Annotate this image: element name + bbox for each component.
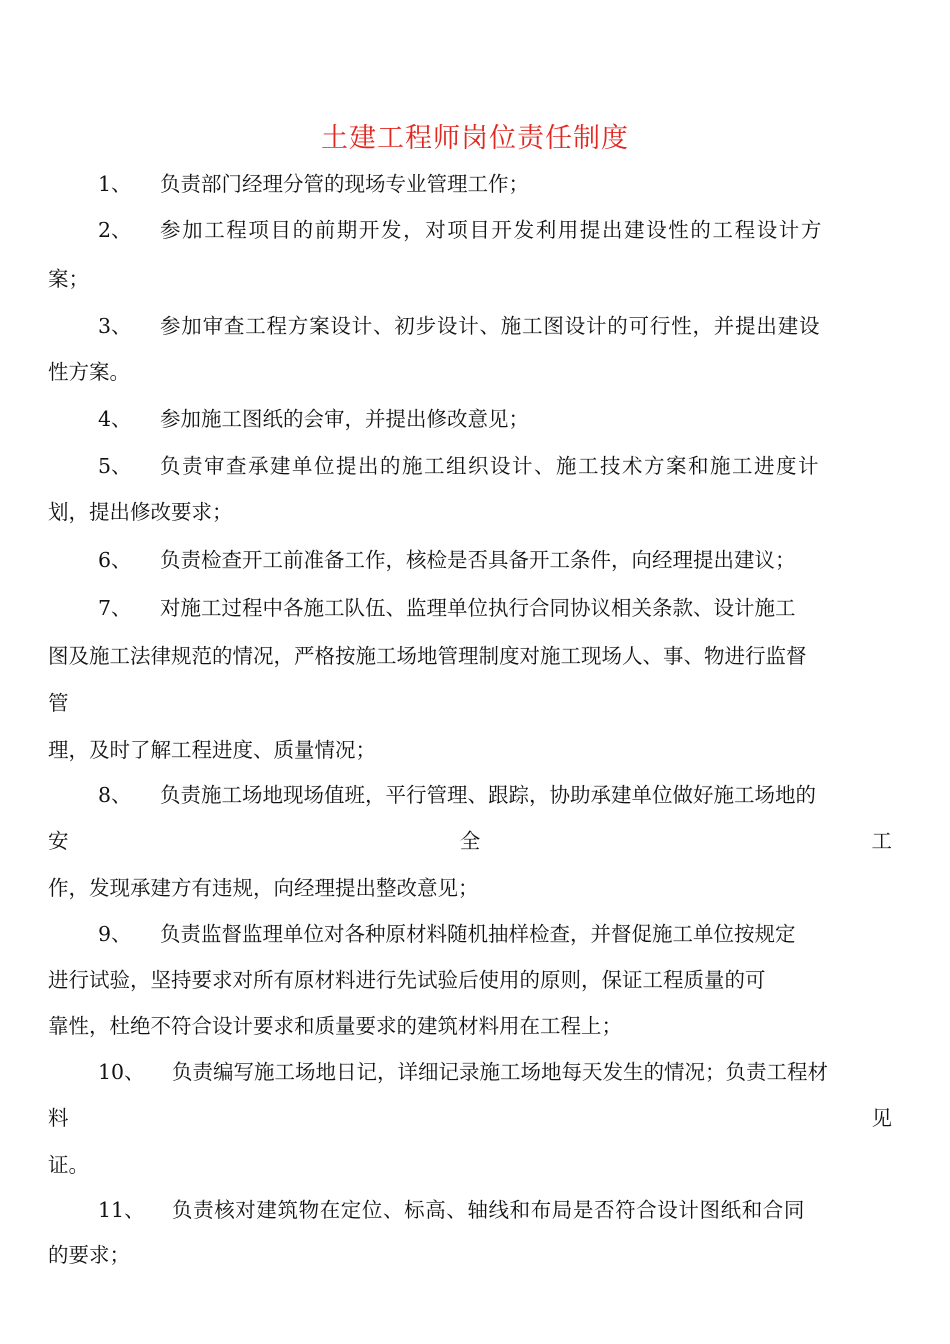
item-number: 6、: [98, 548, 132, 572]
list-item-2: [98, 215, 892, 245]
item-text: 负责监督监理单位对各种原材料随机抽样检查，并督促施工单位按规定: [160, 922, 796, 946]
list-item-4: [98, 404, 892, 434]
item-continuation-justified: [48, 826, 892, 856]
item-continuation-justified: [48, 1103, 892, 1133]
item-number: 7、: [98, 596, 132, 620]
item-number: 10、: [98, 1060, 145, 1084]
item-text: 参加审查工程方案设计、初步设计、施工图设计的可行性，并提出建设: [160, 314, 821, 338]
list-item-3: [98, 311, 892, 341]
item-text: 参加施工图纸的会审，并提出修改意见；: [160, 407, 529, 431]
item-continuation: 理，及时了解工程进度、质量情况；: [48, 738, 376, 762]
item-continuation: 图及施工法律规范的情况，严格按施工场地管理制度对施工现场人、事、物进行监督: [48, 644, 807, 668]
item-number: 5、: [98, 454, 132, 478]
item-number: 4、: [98, 407, 132, 431]
item-continuation: 的要求；: [48, 1243, 130, 1267]
item-text: 负责核对建筑物在定位、标高、轴线和布局是否符合设计图纸和合同: [172, 1198, 805, 1222]
item-continuation: 证。: [48, 1153, 89, 1177]
list-item-11: [98, 1195, 892, 1225]
item-text: 负责检查开工前准备工作，核检是否具备开工条件，向经理提出建议；: [160, 548, 796, 572]
item-number: 1、: [98, 172, 132, 196]
justified-char: 工: [871, 829, 892, 853]
list-item-8: [98, 780, 892, 810]
justified-char: 见: [871, 1106, 892, 1130]
item-number: 11、: [98, 1198, 145, 1222]
list-item-7: [98, 593, 892, 623]
item-continuation: 进行试验，坚持要求对所有原材料进行先试验后使用的原则，保证工程质量的可: [48, 968, 766, 992]
item-text: 负责审查承建单位提出的施工组织设计、施工技术方案和施工进度计: [160, 454, 820, 478]
list-item-9: [98, 919, 892, 949]
justified-char: 料: [48, 1106, 69, 1130]
item-text: 对施工过程中各施工队伍、监理单位执行合同协议相关条款、设计施工: [160, 596, 796, 620]
list-item-5: [98, 451, 892, 481]
item-text: 参加工程项目的前期开发，对项目开发利用提出建设性的工程设计方: [160, 218, 823, 242]
item-text: 负责部门经理分管的现场专业管理工作；: [160, 172, 529, 196]
list-item-1: [98, 169, 892, 199]
item-continuation: 管: [48, 691, 69, 715]
page-title: 土建工程师岗位责任制度: [321, 123, 629, 154]
list-item-10: [98, 1057, 892, 1087]
item-continuation: 性方案。: [48, 360, 130, 384]
item-number: 2、: [98, 218, 132, 242]
item-continuation: 靠性，杜绝不符合设计要求和质量要求的建筑材料用在工程上；: [48, 1014, 622, 1038]
item-text: 负责编写施工场地日记，详细记录施工场地每天发生的情况；负责工程材: [172, 1060, 828, 1084]
item-continuation: 案；: [48, 267, 89, 291]
item-number: 3、: [98, 314, 132, 338]
list-item-6: [98, 545, 892, 575]
item-number: 8、: [98, 783, 132, 807]
justified-char: 全: [459, 829, 481, 853]
item-number: 9、: [98, 922, 132, 946]
item-text: 负责施工场地现场值班，平行管理、跟踪，协助承建单位做好施工场地的: [160, 783, 816, 807]
item-continuation: 划，提出修改要求；: [48, 500, 233, 524]
item-continuation: 作，发现承建方有违规，向经理提出整改意见；: [48, 876, 479, 900]
justified-char: 安: [48, 829, 69, 853]
